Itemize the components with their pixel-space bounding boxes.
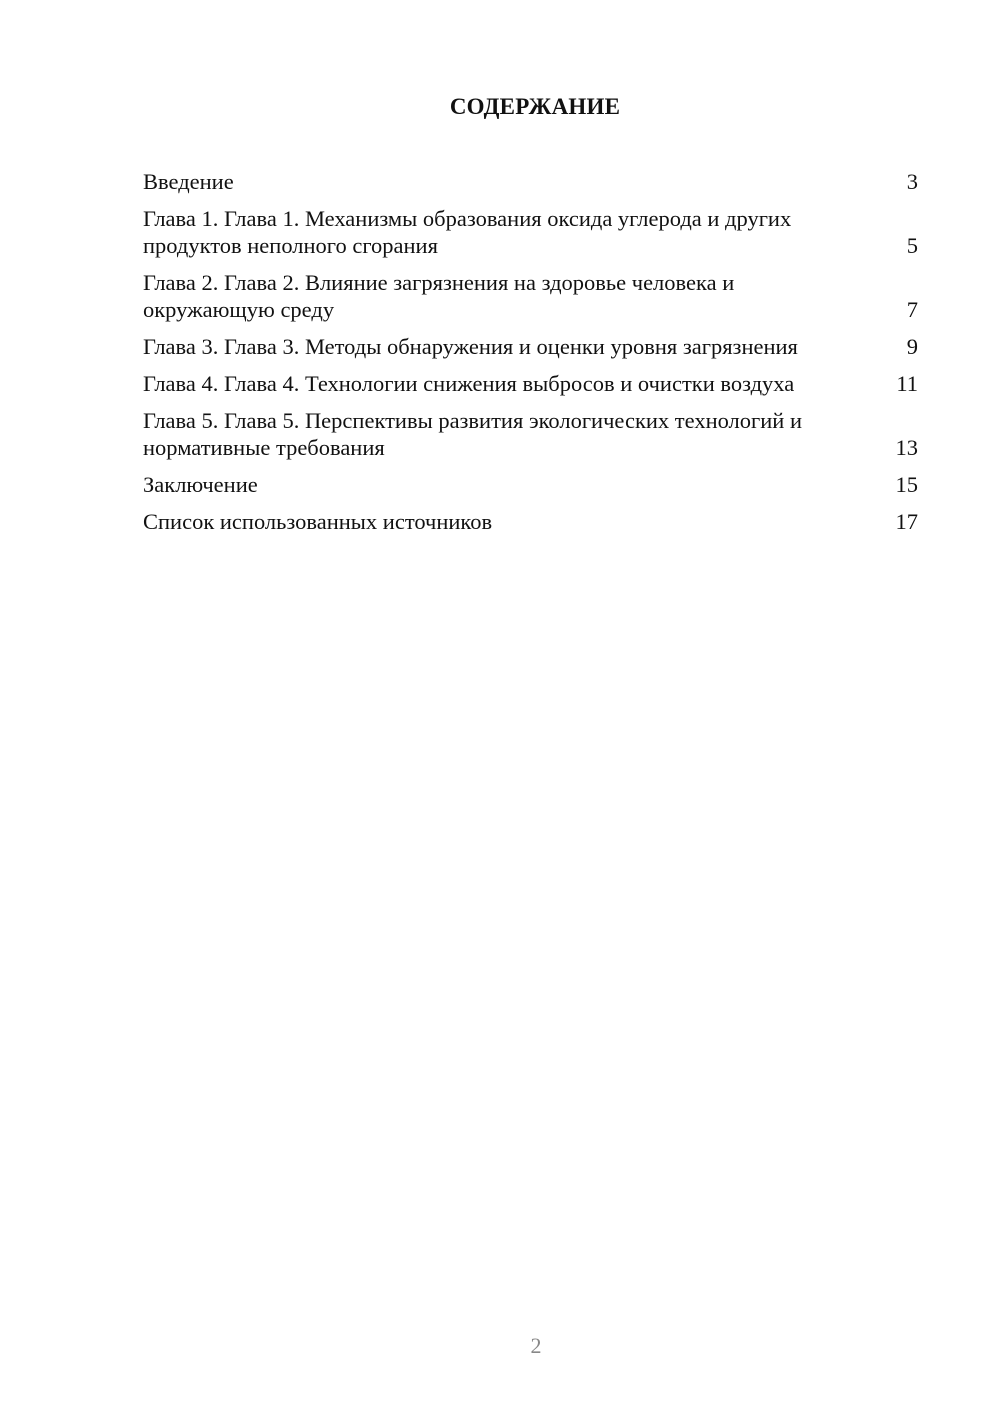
toc-entry xyxy=(143,407,918,461)
toc-entry-title: Введение xyxy=(143,169,234,194)
toc-entry-page: 15 xyxy=(895,472,918,497)
toc-entry-title: Глава 2. Глава 2. Влияние загрязнения на здоровье человека и окружающую среду xyxy=(143,270,735,322)
toc-entry xyxy=(143,168,918,195)
table-of-contents xyxy=(143,168,918,545)
toc-heading: СОДЕРЖАНИЕ xyxy=(449,94,621,119)
toc-entry xyxy=(143,205,918,259)
toc-entry-title: Глава 5. Глава 5. Перспективы развития экологических технологий и нормативные требования xyxy=(143,408,803,460)
toc-entry-title: Глава 3. Глава 3. Методы обнаружения и оценки уровня загрязнения xyxy=(143,334,798,359)
toc-entry-page: 9 xyxy=(906,334,918,359)
toc-entry-title: Список использованных источников xyxy=(143,509,493,534)
toc-entry xyxy=(143,508,918,535)
toc-entry-page: 7 xyxy=(906,297,918,322)
toc-entry-page: 3 xyxy=(906,169,918,194)
toc-entry-title: Глава 4. Глава 4. Технологии снижения выбросов и очистки воздуха xyxy=(143,371,795,396)
page-number: 2 xyxy=(530,1333,542,1358)
toc-entry-page: 13 xyxy=(895,435,918,460)
toc-entry xyxy=(143,471,918,498)
toc-entry-title: Заключение xyxy=(143,472,258,497)
toc-entry-page: 11 xyxy=(896,371,918,396)
toc-entry-page: 5 xyxy=(906,233,918,258)
toc-entry xyxy=(143,370,918,397)
toc-entry-page: 17 xyxy=(895,509,918,534)
toc-entry xyxy=(143,269,918,323)
toc-entry xyxy=(143,333,918,360)
toc-entry-title: Глава 1. Глава 1. Механизмы образования оксида углерода и других продуктов неполного сгорания xyxy=(143,206,792,258)
